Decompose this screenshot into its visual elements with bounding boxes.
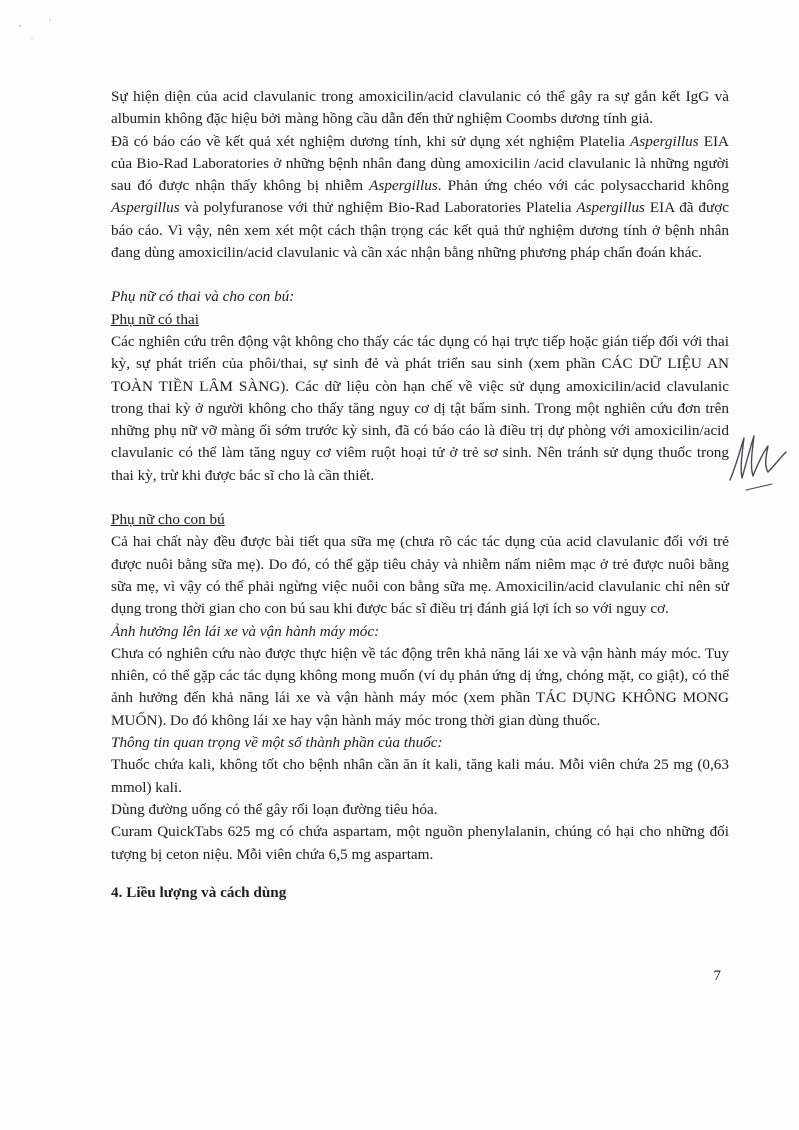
document-body (111, 86, 729, 904)
breastfeeding-paragraph: Cả hai chất này đều được bài tiết qua sữa mẹ (chưa rõ các tác dụng của acid clavulanic đối với trẻ được nuôi bằng sữa mẹ). Do đó, có thể gặp tiêu chảy và nhiễm nấm niêm mạc ở trẻ được nuôi bằng sữa mẹ, vì vậy có thể phải ngừng việc nuôi con bằng sữa mẹ. Amoxicilin/acid clavulanic chỉ nên sử dụng trong thời gian cho con bú sau khi được bác sĩ điều trị đánh giá lợi ích so với nguy cơ. (111, 533, 729, 618)
scan-specks (10, 8, 70, 58)
driving-heading: Ảnh hưởng lên lái xe và vận hành máy móc: (111, 622, 380, 640)
page-number: 7 (713, 968, 721, 984)
breastfeeding-subheading: Phụ nữ cho con bú (111, 511, 225, 529)
potassium-paragraph: Thuốc chứa kali, không tốt cho bệnh nhân cần ăn ít kali, tăng kali máu. Mỗi viên chứa 25 mg (0,63 mmol) kali. (111, 756, 729, 796)
dosage-section-heading: 4. Liều lượng và cách dùng (111, 883, 287, 901)
ingredients-heading: Thông tin quan trọng về một số thành phần của thuốc: (111, 734, 443, 752)
oral-route-paragraph: Dùng đường uống có thể gây rối loạn đường tiêu hóa. (111, 800, 438, 818)
pregnant-paragraph: Các nghiên cứu trên động vật không cho thấy các tác dụng có hại trực tiếp hoặc gián tiếp đối với thai kỳ, sự phát triển của phôi/thai, sự sinh đẻ và phát triển sau sinh (xem phần CÁC DỮ LIỆU AN TOÀN TIỀN LÂM SÀNG). Các dữ liệu còn hạn chế về việc sử dụng amoxicilin/acid clavulanic trong thai kỳ ở người không cho thấy tăng nguy cơ dị tật bẩm sinh. Trong một nghiên cứu đơn trên những phụ nữ vỡ màng ối sớm trước kỳ sinh, đã có báo cáo là điều trị dự phòng với amoxicilin/acid clavulanic có thể làm tăng nguy cơ viêm ruột hoại tử ở trẻ sơ sinh. Nên tránh sử dụng thuốc trong thai kỳ, trừ khi được bác sĩ cho là cần thiết. (111, 332, 729, 484)
pregnancy-heading: Phụ nữ có thai và cho con bú: (111, 288, 295, 306)
driving-paragraph: Chưa có nghiên cứu nào được thực hiện về tác động trên khả năng lái xe và vận hành máy móc. Tuy nhiên, có thể gặp các tác dụng không mong muốn (ví dụ phản ứng dị ứng, chóng mặt, co giật), có thể ảnh hưởng đến khả năng lái xe và vận hành máy móc (xem phần TÁC DỤNG KHÔNG MONG MUỐN). Do đó không lái xe hay vận hành máy móc trong thời gian dùng thuốc. (111, 644, 729, 729)
coombs-paragraph: Sự hiện diện của acid clavulanic trong amoxicilin/acid clavulanic có thể gây ra sự gắn kết IgG và albumin không đặc hiệu bởi màng hồng cầu dẫn đến thử nghiệm Coombs dương tính giả. (111, 88, 729, 128)
handwritten-signature (726, 428, 790, 498)
aspergillus-paragraph: Đã có báo cáo về kết quả xét nghiệm dương tính, khi sử dụng xét nghiệm Platelia Aspergillus EIA của Bio-Rad Laboratories ở những bệnh nhân đang dùng amoxicilin /acid clavulanic là những người sau đó được nhận thấy không bị nhiễm Aspergillus. Phản ứng chéo với các polysaccharid không Aspergillus và polyfuranose với thử nghiệm Bio-Rad Laboratories Platelia Aspergillus EIA đã được báo cáo. Vì vậy, nên xem xét một cách thận trọng các kết quả thử nghiệm dương tính ở bệnh nhân đang dùng amoxicilin/acid clavulanic và cần xác nhận bằng những phương pháp chẩn đoán khác. (111, 132, 730, 262)
pregnant-subheading: Phụ nữ có thai (111, 310, 199, 328)
aspartame-paragraph: Curam QuickTabs 625 mg có chứa aspartam, một nguồn phenylalanin, chúng có hại cho những đối tượng bị ceton niệu. Mỗi viên chứa 6,5 mg aspartam. (111, 823, 729, 863)
